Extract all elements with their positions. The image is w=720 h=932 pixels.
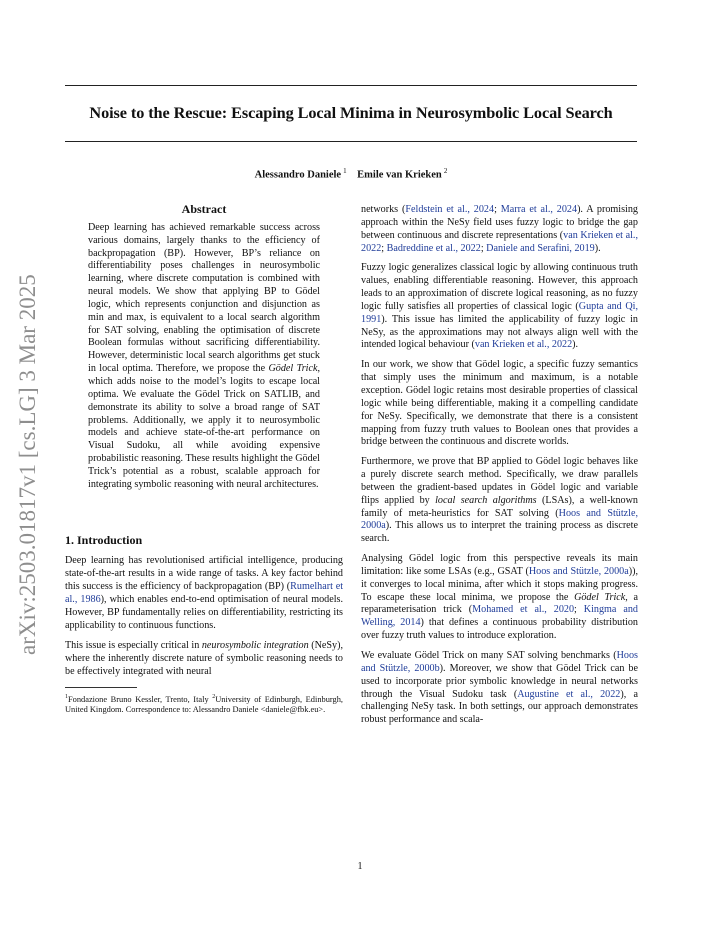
text-run: Fuzzy logic generalizes classical logic by allowing continuous truth values, enabling differentiable reasoning. However, this approach leads to an approximation of discrete logical reasoning, as no fuzzy logic fully satisfies all properties of classical logic ( bbox=[361, 262, 638, 312]
text-run: ; bbox=[494, 204, 501, 215]
text-run: ). This allows us to interpret the training process as discrete search. bbox=[361, 520, 638, 545]
emphasis-text: neurosymbolic integration bbox=[201, 640, 309, 652]
text-run: Deep learning has revolutionised artificial intelligence, producing state-of-the-art results in a wide range of tasks. A key factor behind this success is the efficiency of backpropagation (BP) ( bbox=[65, 555, 343, 593]
text-run: (NeSy), where the inherently discrete nature of symbolic reasoning needs to be effectively integrated with neural bbox=[65, 640, 343, 678]
footnote-mark: 2 bbox=[212, 694, 216, 700]
text-run: In our work, we show that Gödel logic, a specific fuzzy semantics that simply uses the minimum and maximum, is a notable exception. Gödel logic retains most desirable properties of classical logic while being differentiable, making it a compelling candidate for NeSy. Specifically, we demonstrate that there is a consistent mapping from fuzzy truth values to Boolean ones that provides a bridge between the continuous and discrete worlds. bbox=[361, 359, 638, 448]
title-bottom-rule bbox=[65, 141, 637, 142]
emphasis-text: Gödel Trick bbox=[268, 363, 318, 375]
citation-link[interactable]: Badreddine et al., 2022 bbox=[386, 242, 481, 254]
body-paragraph bbox=[361, 456, 638, 546]
intro-paragraph bbox=[65, 555, 343, 632]
page-number: 1 bbox=[357, 861, 363, 872]
citation-link[interactable]: Augustine et al., 2022 bbox=[517, 688, 621, 700]
text-run: , a reparameterisation trick ( bbox=[361, 591, 638, 616]
text-run: (LSAs), a well-known family of meta-heuristics for SAT solving ( bbox=[361, 494, 638, 519]
citation-link[interactable]: van Krieken et al., 2022 bbox=[361, 229, 638, 254]
body-paragraph bbox=[361, 359, 638, 449]
text-run: ). Moreover, we show that Gödel Trick can be used to incorporate prior symbolic knowledge in neural networks through the Visual Sudoku task ( bbox=[361, 662, 638, 700]
citation-link[interactable]: van Krieken et al., 2022 bbox=[474, 339, 573, 351]
abstract-text bbox=[88, 222, 320, 492]
author-affil-mark: 1 bbox=[343, 167, 347, 175]
text-run: ), a challenging NeSy task. In both settings, our approach demonstrates robust performance and scala- bbox=[361, 688, 638, 726]
citation-link[interactable]: Hoos and Stützle, 2000a bbox=[361, 507, 638, 532]
paper-title: Noise to the Rescue: Escaping Local Minima in Neurosymbolic Local Search bbox=[89, 103, 613, 122]
text-run: Furthermore, we prove that BP applied to Gödel logic behaves like a purely discrete search method. Specifically, we draw parallels between the gradient-based updates in Gödel logic and variable flips applied by bbox=[361, 456, 638, 506]
citation-link[interactable]: Feldstein et al., 2024 bbox=[405, 204, 495, 215]
text-run: ). This issue has limited the applicability of fuzzy logic in NeSy, as the approximations may not always align well with the intended logical behaviour ( bbox=[361, 313, 638, 351]
emphasis-text: Gödel Trick bbox=[574, 591, 626, 603]
text-run: University of Edinburgh, Edinburgh, United Kingdom. Correspondence to: Alessandro Daniele <daniele@fbk.eu>. bbox=[65, 694, 343, 715]
text-run: ) that defines a continuous probability distribution over fuzzy truth values to introduce exploration. bbox=[361, 617, 638, 642]
body-paragraph bbox=[361, 553, 638, 643]
author-affil-mark: 2 bbox=[443, 167, 448, 175]
text-run: )), it converges to local minima, after which it stops making progress. To escape these local minima, we propose the bbox=[361, 565, 638, 603]
abstract-heading: Abstract bbox=[181, 202, 227, 216]
text-run: ). bbox=[572, 339, 579, 351]
citation-link[interactable]: Kingma and Welling, 2014 bbox=[361, 604, 638, 629]
left-column bbox=[65, 203, 343, 715]
citation-link[interactable]: Rumelhart et al., 1986 bbox=[65, 581, 344, 605]
citation-link[interactable]: Daniele and Serafini, 2019 bbox=[486, 242, 595, 254]
section-heading-introduction: 1. Introduction bbox=[65, 532, 143, 547]
text-run: ; bbox=[574, 604, 584, 616]
citation-link[interactable]: Marra et al., 2024 bbox=[500, 204, 578, 215]
footnote-mark: 1 bbox=[65, 694, 68, 700]
footnote-rule bbox=[65, 687, 137, 688]
right-column bbox=[361, 204, 638, 734]
arxiv-stamp: arXiv:2503.01817v1 [cs.LG] 3 Mar 2025 bbox=[15, 274, 40, 655]
text-run: Fondazione Bruno Kessler, Trento, Italy bbox=[68, 694, 213, 704]
affiliation-footnote bbox=[65, 692, 343, 715]
citation-link[interactable]: Gupta and Qi, 1991 bbox=[361, 300, 638, 325]
body-paragraph bbox=[361, 650, 638, 727]
citation-link[interactable]: Mohamed et al., 2020 bbox=[472, 604, 575, 616]
text-run: ). A promising approach within the NeSy field uses fuzzy logic to bridge the gap between continuous and discrete representations ( bbox=[361, 204, 638, 241]
citation-link[interactable]: Hoos and Stützle, 2000b bbox=[361, 650, 638, 674]
text-run: networks ( bbox=[361, 204, 406, 215]
emphasis-text: local search algorithms bbox=[435, 494, 537, 506]
text-run: We evaluate Gödel Trick on many SAT solving benchmarks ( bbox=[361, 650, 617, 661]
text-run: This issue is especially critical in bbox=[65, 640, 202, 652]
intro-paragraph bbox=[65, 640, 343, 679]
citation-link[interactable]: Hoos and Stützle, 2000a bbox=[528, 565, 629, 577]
top-rule bbox=[65, 85, 637, 86]
author-name: Emile van Krieken bbox=[357, 169, 442, 181]
author-name: Alessandro Daniele bbox=[254, 169, 342, 181]
text-run: ), which enables end-to-end optimisation of neural models. However, BP fundamentally relies on differentiability, restricting its applicability to continuous functions. bbox=[65, 593, 343, 631]
author-line bbox=[65, 167, 637, 181]
text-run: ). bbox=[594, 242, 601, 254]
text-run: ; bbox=[381, 242, 387, 254]
body-paragraph bbox=[361, 262, 638, 352]
text-run: ; bbox=[480, 242, 487, 254]
text-run: Analysing Gödel logic from this perspective reveals its main limitation: like some LSAs (e.g., GSAT ( bbox=[361, 553, 638, 577]
text-run: , which adds noise to the model’s logits to escape local optima. We evaluate the Gödel Trick on SATLIB, and demonstrate its ability to solve a broad range of SAT problems. Additionally, we apply it to neurosymbolic models and achieve state-of-the-art performance on Visual Sudoku, all while avoiding expensive probabilistic reasoning. These results highlight the Gödel Trick’s potential as a robust, scalable approach for integrating symbolic reasoning with neural architectures. bbox=[88, 363, 320, 490]
text-run: Deep learning has achieved remarkable success across various domains, largely thanks to the efficiency of backpropagation (BP). However, BP’s reliance on differentiability poses challenges in neurosymbolic learning, where discrete computation is combined with neural models. We show that applying BP to Gödel logic, which represents conjunction and disjunction as min and max, is equivalent to a local search algorithm for SAT solving, enabling the optimisation of discrete Boolean formulas without sacrificing differentiability. However, deterministic local search algorithms get stuck in local optima. Therefore, we propose the bbox=[88, 221, 320, 375]
body-paragraph bbox=[361, 204, 638, 255]
